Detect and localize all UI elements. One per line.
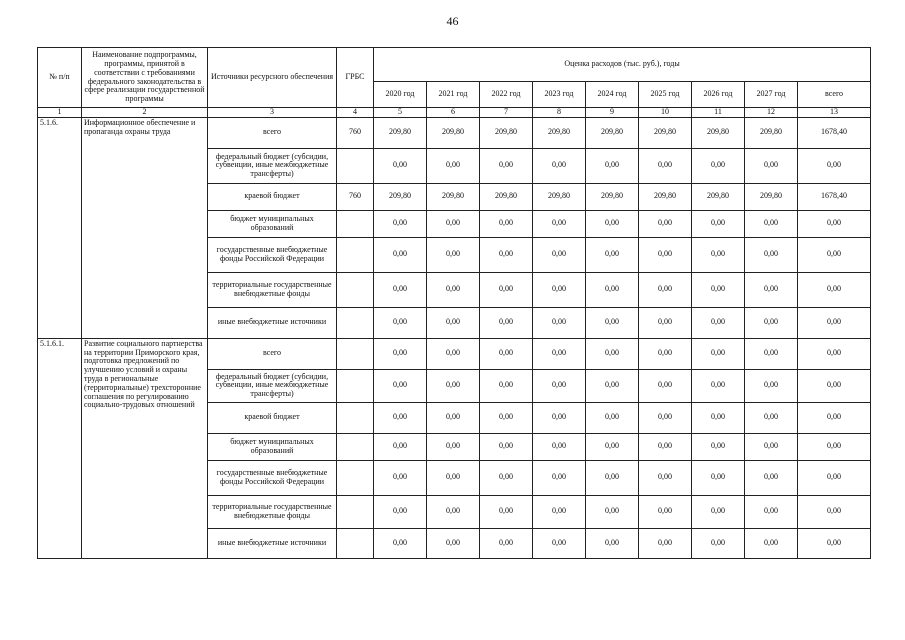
column-index: 12 — [745, 108, 798, 118]
year-value: 209,80 — [480, 183, 533, 210]
column-index: 7 — [480, 108, 533, 118]
year-value: 0,00 — [427, 272, 480, 307]
total-value: 0,00 — [798, 272, 871, 307]
year-value: 209,80 — [374, 117, 427, 148]
year-value: 0,00 — [639, 460, 692, 495]
year-value: 0,00 — [745, 402, 798, 433]
year-value: 0,00 — [480, 528, 533, 558]
total-value: 0,00 — [798, 210, 871, 237]
year-value: 0,00 — [374, 307, 427, 338]
year-value: 0,00 — [374, 460, 427, 495]
column-index: 1 — [38, 108, 82, 118]
year-value: 0,00 — [533, 307, 586, 338]
grbs-code — [337, 528, 374, 558]
year-value: 0,00 — [639, 528, 692, 558]
year-value: 0,00 — [586, 272, 639, 307]
year-value: 0,00 — [480, 272, 533, 307]
year-value: 0,00 — [586, 237, 639, 272]
year-value: 0,00 — [480, 402, 533, 433]
total-value: 0,00 — [798, 460, 871, 495]
year-value: 0,00 — [639, 272, 692, 307]
source-label: федеральный бюджет (субсидии, субвенции, иные межбюджетные трансферты) — [208, 369, 337, 402]
year-value: 0,00 — [639, 495, 692, 528]
year-value: 0,00 — [745, 528, 798, 558]
column-index: 9 — [586, 108, 639, 118]
source-label: бюджет муниципальных образований — [208, 433, 337, 460]
grbs-code — [337, 460, 374, 495]
year-value: 0,00 — [374, 237, 427, 272]
grbs-code — [337, 369, 374, 402]
year-value: 0,00 — [533, 338, 586, 369]
year-value: 0,00 — [480, 307, 533, 338]
column-index: 8 — [533, 108, 586, 118]
grbs-code — [337, 210, 374, 237]
source-label: краевой бюджет — [208, 402, 337, 433]
year-value: 0,00 — [374, 210, 427, 237]
year-value: 209,80 — [586, 183, 639, 210]
year-value: 0,00 — [586, 369, 639, 402]
total-value: 0,00 — [798, 402, 871, 433]
grbs-code: 760 — [337, 117, 374, 148]
year-value: 0,00 — [745, 148, 798, 183]
program-name: Информационное обеспечение и пропаганда охраны труда — [82, 117, 208, 338]
grbs-code — [337, 237, 374, 272]
header-year: 2020 год — [374, 82, 427, 108]
source-label: бюджет муниципальных образований — [208, 210, 337, 237]
year-value: 0,00 — [374, 402, 427, 433]
source-label: государственные внебюджетные фонды Российской Федерации — [208, 237, 337, 272]
year-value: 0,00 — [586, 210, 639, 237]
year-value: 0,00 — [586, 528, 639, 558]
year-value: 0,00 — [692, 369, 745, 402]
year-value: 0,00 — [533, 460, 586, 495]
budget-table — [37, 47, 871, 559]
header-year: 2027 год — [745, 82, 798, 108]
year-value: 0,00 — [480, 148, 533, 183]
year-value: 0,00 — [639, 148, 692, 183]
column-index: 2 — [82, 108, 208, 118]
header-sources: Источники ресурсного обеспечения — [208, 48, 337, 108]
header-year: 2024 год — [586, 82, 639, 108]
year-value: 0,00 — [586, 338, 639, 369]
year-value: 0,00 — [692, 402, 745, 433]
year-value: 209,80 — [480, 117, 533, 148]
year-value: 0,00 — [692, 237, 745, 272]
year-value: 0,00 — [533, 272, 586, 307]
row-number: 5.1.6. — [38, 117, 82, 338]
header-total: всего — [798, 82, 871, 108]
year-value: 0,00 — [427, 528, 480, 558]
year-value: 0,00 — [692, 528, 745, 558]
column-index: 6 — [427, 108, 480, 118]
source-label: территориальные государственные внебюджетные фонды — [208, 272, 337, 307]
year-value: 0,00 — [639, 338, 692, 369]
table-row — [38, 117, 871, 148]
year-value: 0,00 — [692, 307, 745, 338]
program-name: Развитие социального партнерства на территории Приморского края, подготовка предложений по улучшению условий и охраны труда в региональные (территориальные) трехсторонние соглашения по регулированию социально-трудовых отношений — [82, 338, 208, 558]
year-value: 0,00 — [374, 338, 427, 369]
year-value: 0,00 — [427, 338, 480, 369]
year-value: 0,00 — [427, 460, 480, 495]
grbs-code — [337, 338, 374, 369]
year-value: 209,80 — [374, 183, 427, 210]
header-year: 2025 год — [639, 82, 692, 108]
column-index: 3 — [208, 108, 337, 118]
source-label: краевой бюджет — [208, 183, 337, 210]
grbs-code — [337, 148, 374, 183]
year-value: 209,80 — [692, 117, 745, 148]
grbs-code: 760 — [337, 183, 374, 210]
year-value: 0,00 — [586, 460, 639, 495]
column-index-row — [38, 108, 871, 118]
year-value: 0,00 — [745, 210, 798, 237]
source-label: федеральный бюджет (субсидии, субвенции, иные межбюджетные трансферты) — [208, 148, 337, 183]
year-value: 0,00 — [427, 402, 480, 433]
source-label: территориальные государственные внебюджетные фонды — [208, 495, 337, 528]
total-value: 0,00 — [798, 433, 871, 460]
column-index: 5 — [374, 108, 427, 118]
year-value: 0,00 — [639, 402, 692, 433]
year-value: 0,00 — [639, 433, 692, 460]
year-value: 209,80 — [639, 183, 692, 210]
year-value: 0,00 — [480, 495, 533, 528]
year-value: 0,00 — [745, 307, 798, 338]
year-value: 209,80 — [586, 117, 639, 148]
grbs-code — [337, 433, 374, 460]
header-estimate: Оценка расходов (тыс. руб.), годы — [374, 48, 871, 82]
year-value: 0,00 — [480, 210, 533, 237]
total-value: 0,00 — [798, 495, 871, 528]
year-value: 209,80 — [533, 117, 586, 148]
year-value: 0,00 — [692, 338, 745, 369]
year-value: 0,00 — [639, 210, 692, 237]
year-value: 0,00 — [586, 402, 639, 433]
year-value: 0,00 — [533, 402, 586, 433]
column-index: 4 — [337, 108, 374, 118]
year-value: 0,00 — [639, 307, 692, 338]
source-label: всего — [208, 117, 337, 148]
column-index: 10 — [639, 108, 692, 118]
year-value: 0,00 — [480, 237, 533, 272]
year-value: 0,00 — [374, 369, 427, 402]
year-value: 209,80 — [533, 183, 586, 210]
year-value: 209,80 — [692, 183, 745, 210]
year-value: 0,00 — [692, 210, 745, 237]
grbs-code — [337, 495, 374, 528]
grbs-code — [337, 272, 374, 307]
year-value: 0,00 — [427, 148, 480, 183]
source-label: всего — [208, 338, 337, 369]
total-value: 0,00 — [798, 237, 871, 272]
header-year: 2023 год — [533, 82, 586, 108]
year-value: 0,00 — [745, 495, 798, 528]
year-value: 209,80 — [639, 117, 692, 148]
header-year: 2022 год — [480, 82, 533, 108]
header-year: 2021 год — [427, 82, 480, 108]
year-value: 0,00 — [692, 148, 745, 183]
year-value: 0,00 — [374, 433, 427, 460]
year-value: 209,80 — [427, 183, 480, 210]
year-value: 0,00 — [639, 237, 692, 272]
year-value: 0,00 — [374, 148, 427, 183]
total-value: 0,00 — [798, 528, 871, 558]
year-value: 0,00 — [692, 460, 745, 495]
year-value: 0,00 — [745, 237, 798, 272]
page-number: 46 — [446, 14, 459, 28]
year-value: 0,00 — [586, 148, 639, 183]
year-value: 0,00 — [533, 433, 586, 460]
year-value: 0,00 — [374, 272, 427, 307]
year-value: 0,00 — [533, 148, 586, 183]
year-value: 0,00 — [533, 495, 586, 528]
year-value: 0,00 — [480, 433, 533, 460]
total-value: 1678,40 — [798, 183, 871, 210]
year-value: 0,00 — [586, 433, 639, 460]
header-num: № п/п — [38, 48, 82, 108]
header-grbs: ГРБС — [337, 48, 374, 108]
year-value: 0,00 — [745, 433, 798, 460]
source-label: иные внебюджетные источники — [208, 307, 337, 338]
year-value: 0,00 — [533, 237, 586, 272]
header-name: Наименование подпрограммы, программы, принятой в соответствии с требованиями федерального законодательства в сфере реализации государственной программы — [82, 48, 208, 108]
year-value: 0,00 — [427, 307, 480, 338]
total-value: 0,00 — [798, 307, 871, 338]
year-value: 0,00 — [692, 495, 745, 528]
year-value: 0,00 — [692, 433, 745, 460]
column-index: 11 — [692, 108, 745, 118]
header-year: 2026 год — [692, 82, 745, 108]
year-value: 0,00 — [533, 369, 586, 402]
year-value: 0,00 — [480, 369, 533, 402]
year-value: 0,00 — [374, 495, 427, 528]
year-value: 0,00 — [533, 210, 586, 237]
year-value: 0,00 — [427, 237, 480, 272]
year-value: 209,80 — [745, 183, 798, 210]
table-row — [38, 338, 871, 369]
year-value: 0,00 — [745, 460, 798, 495]
row-number: 5.1.6.1. — [38, 338, 82, 558]
year-value: 0,00 — [427, 495, 480, 528]
year-value: 0,00 — [586, 495, 639, 528]
year-value: 0,00 — [427, 369, 480, 402]
year-value: 0,00 — [533, 528, 586, 558]
year-value: 0,00 — [692, 272, 745, 307]
total-value: 1678,40 — [798, 117, 871, 148]
year-value: 0,00 — [745, 272, 798, 307]
source-label: государственные внебюджетные фонды Российской Федерации — [208, 460, 337, 495]
year-value: 0,00 — [480, 338, 533, 369]
year-value: 0,00 — [480, 460, 533, 495]
total-value: 0,00 — [798, 369, 871, 402]
total-value: 0,00 — [798, 148, 871, 183]
grbs-code — [337, 307, 374, 338]
year-value: 0,00 — [745, 369, 798, 402]
total-value: 0,00 — [798, 338, 871, 369]
column-index: 13 — [798, 108, 871, 118]
year-value: 0,00 — [374, 528, 427, 558]
source-label: иные внебюджетные источники — [208, 528, 337, 558]
year-value: 0,00 — [639, 369, 692, 402]
year-value: 209,80 — [745, 117, 798, 148]
year-value: 0,00 — [745, 338, 798, 369]
year-value: 0,00 — [427, 433, 480, 460]
year-value: 0,00 — [427, 210, 480, 237]
year-value: 209,80 — [427, 117, 480, 148]
grbs-code — [337, 402, 374, 433]
year-value: 0,00 — [586, 307, 639, 338]
